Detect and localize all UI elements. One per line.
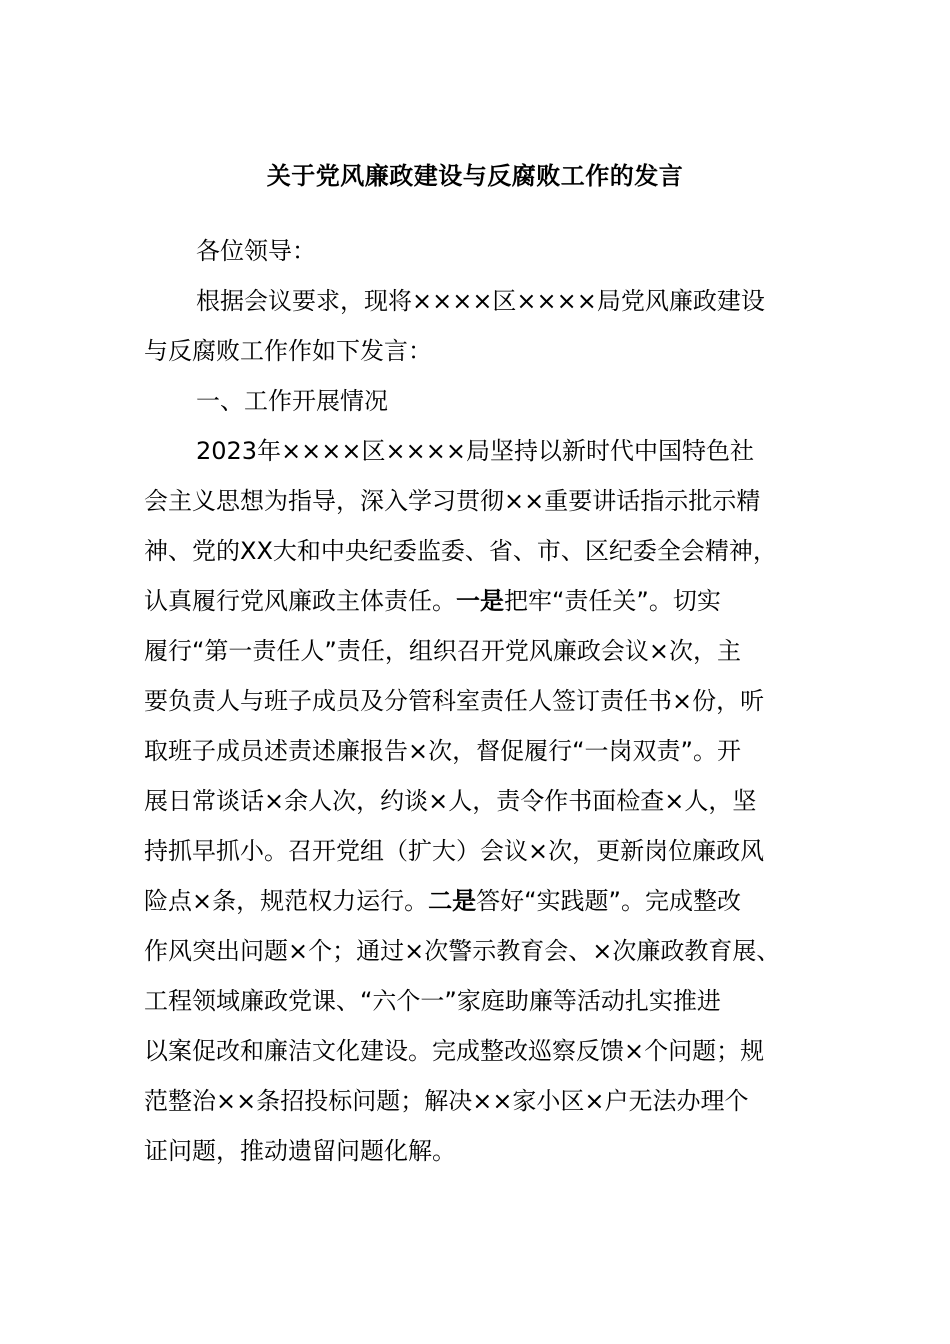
document-title: 关于党风廉政建设与反腐败工作的发言	[266, 162, 684, 190]
line-text: 把牢“责任关”。切实	[504, 587, 721, 615]
paragraph-line: 取班子成员述责述廉报告×次，督促履行“一岗双责”。开	[144, 737, 741, 765]
salutation: 各位领导：	[196, 237, 316, 265]
paragraph-line: 持抓早抓小。召开党组（扩大）会议×次，更新岗位廉政风	[144, 837, 765, 865]
line-text: 答好“实践题”。完成整改	[476, 887, 741, 915]
emphasis-text: 二是	[428, 887, 477, 915]
paragraph-line: 神、党的XX大和中央纪委监委、省、市、区纪委全会精神，	[144, 537, 777, 565]
paragraph-line: 工程领域廉政党课、“六个一”家庭助廉等活动扎实推进	[144, 987, 721, 1015]
paragraph-line: 履行“第一责任人”责任，组织召开党风廉政会议×次，主	[144, 637, 741, 665]
paragraph-line: 根据会议要求，现将××××区××××局党风廉政建设	[196, 287, 765, 315]
emphasis-text: 一是	[456, 587, 504, 615]
paragraph-line: 展日常谈话×余人次，约谈×人，责令作书面检查×人，坚	[144, 787, 757, 815]
section-heading: 一、工作开展情况	[196, 387, 388, 415]
paragraph-line	[144, 583, 721, 619]
paragraph-line: 范整治××条招投标问题；解决××家小区×户无法办理个	[144, 1087, 749, 1115]
paragraph-line: 与反腐败工作作如下发言：	[144, 337, 432, 365]
paragraph-line: 2023年××××区××××局坚持以新时代中国特色社	[196, 437, 754, 465]
paragraph-line: 要负责人与班子成员及分管科室责任人签订责任书×份，听	[144, 687, 765, 715]
paragraph-line: 以案促改和廉洁文化建设。完成整改巡察反馈×个问题；规	[144, 1037, 765, 1065]
paragraph-line: 作风突出问题×个；通过×次警示教育会、×次廉政教育展、	[144, 937, 781, 965]
paragraph-line: 证问题，推动遗留问题化解。	[144, 1137, 456, 1165]
line-text: 险点×条，规范权力运行。	[144, 887, 429, 915]
paragraph-line: 会主义思想为指导，深入学习贯彻××重要讲话指示批示精	[144, 487, 761, 515]
line-text: 认真履行党风廉政主体责任。	[144, 587, 456, 615]
paragraph-line	[144, 883, 741, 919]
